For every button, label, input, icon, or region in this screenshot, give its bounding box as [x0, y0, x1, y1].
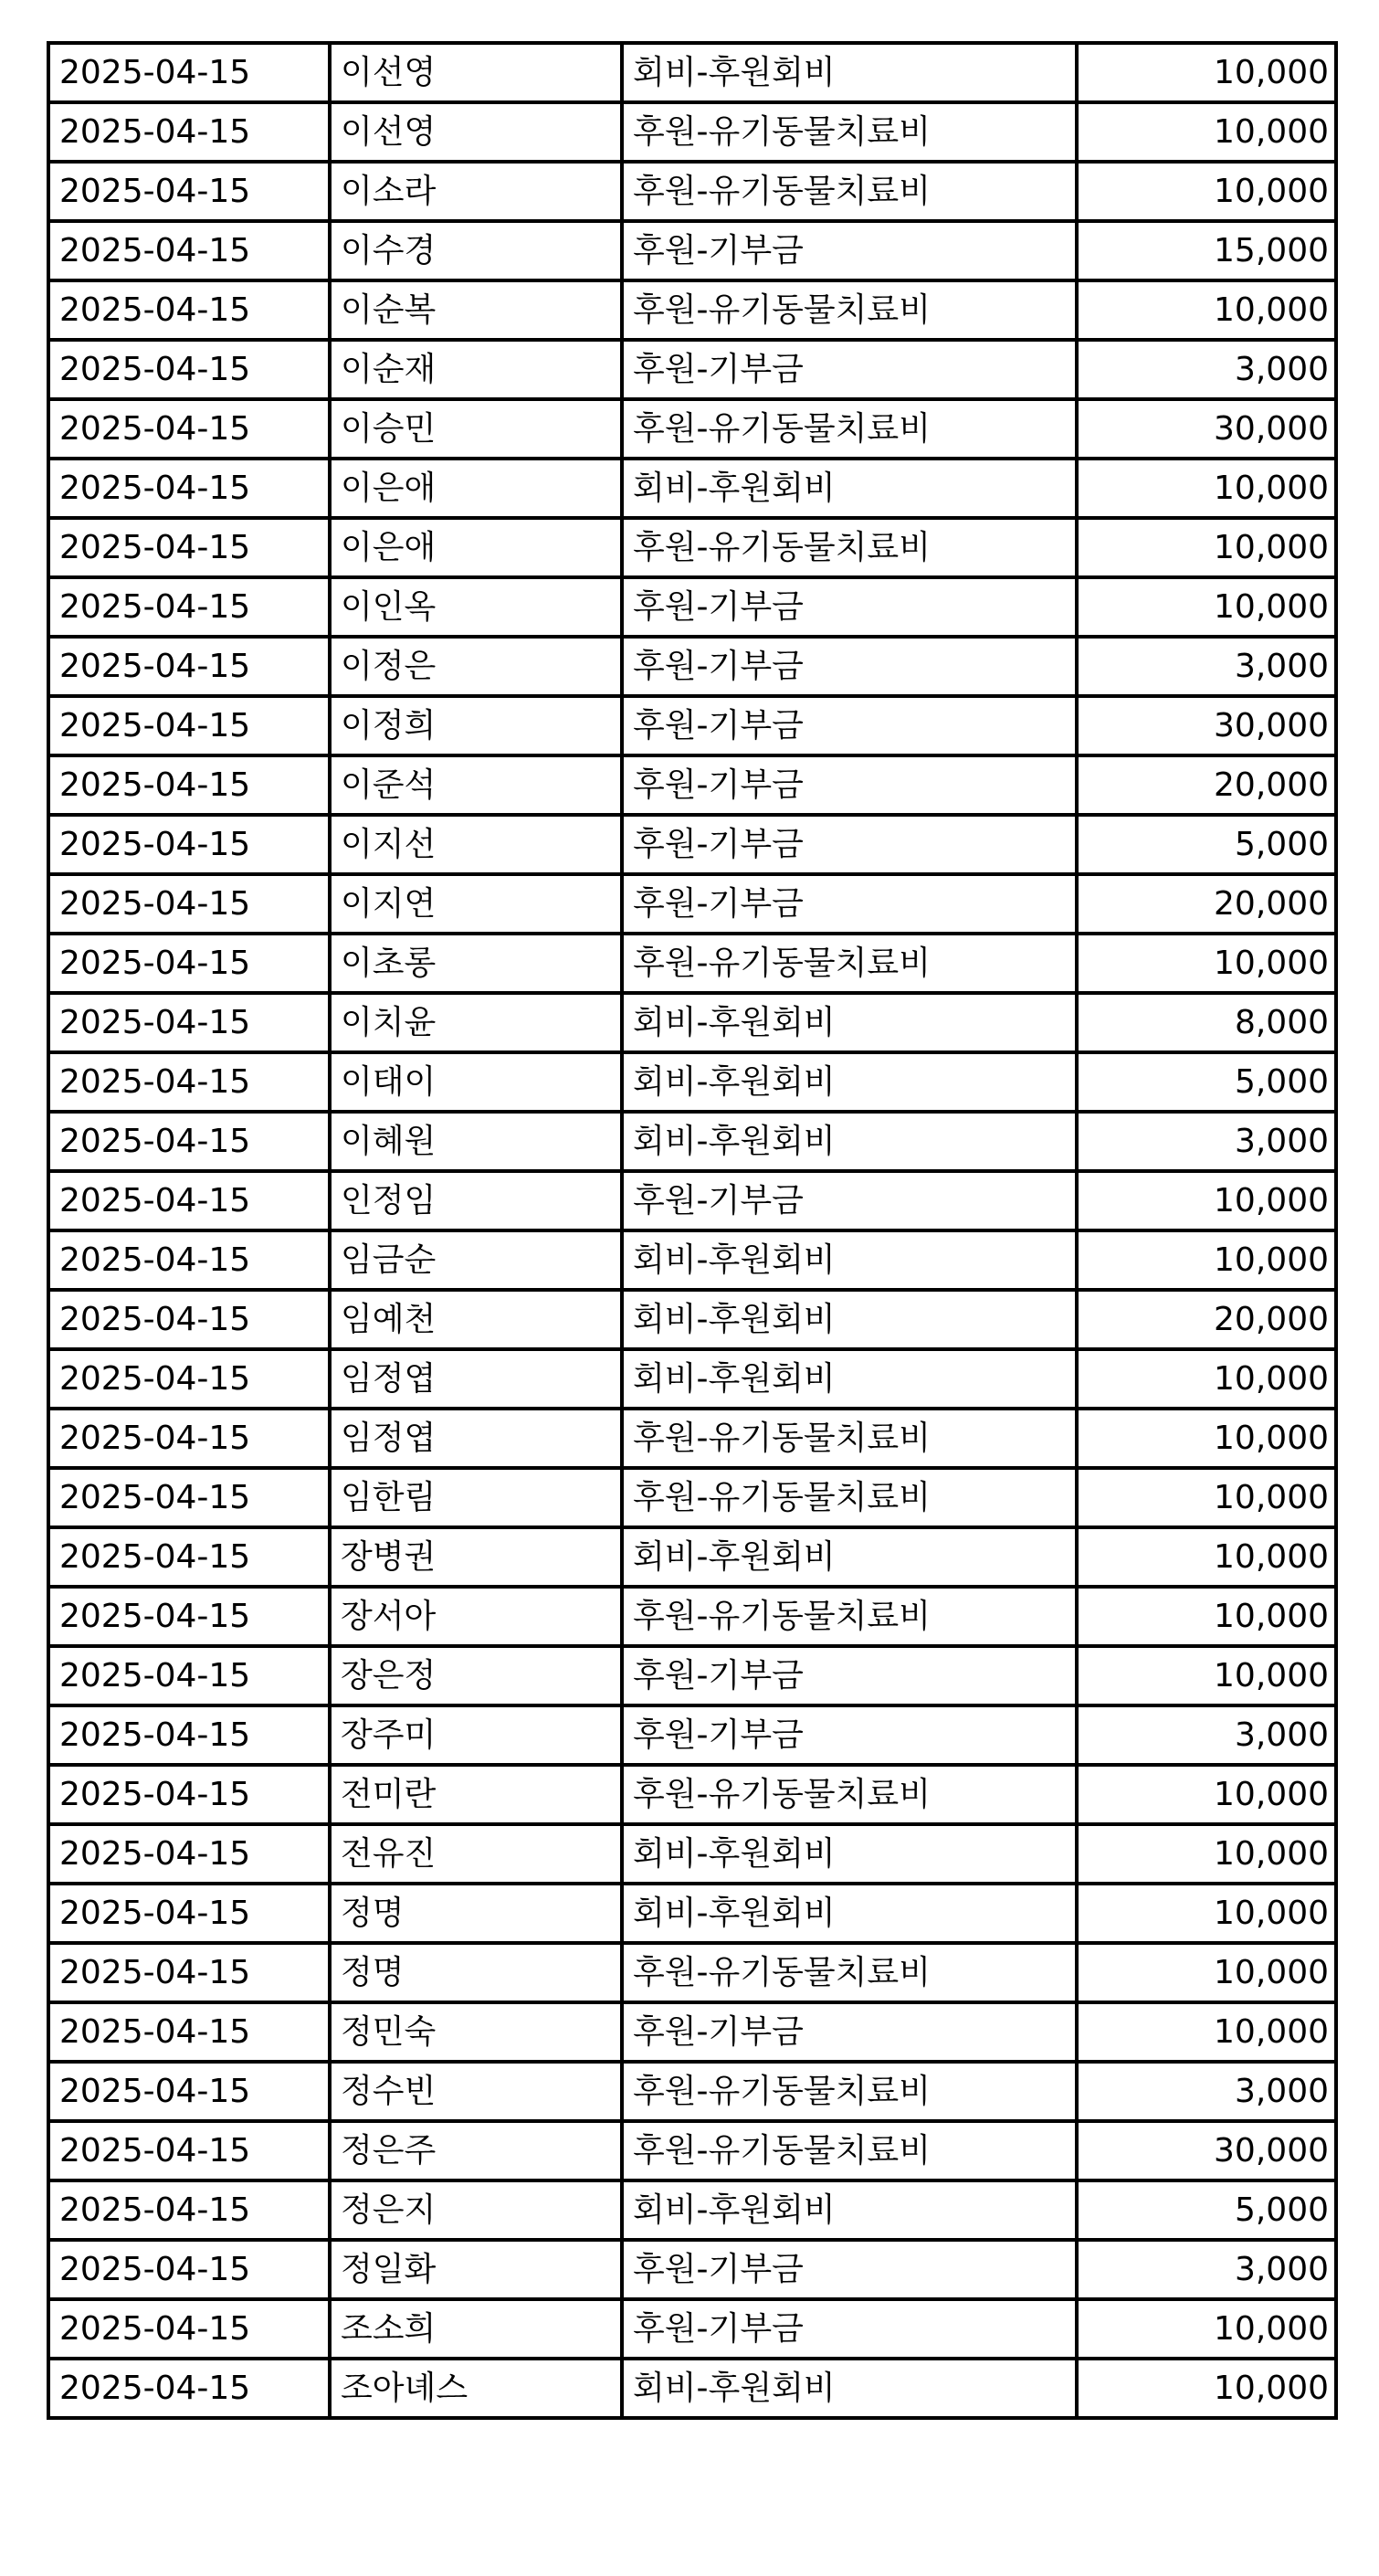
name-cell: 이순복 — [330, 280, 622, 340]
category-cell: 후원-유기동물치료비 — [622, 1409, 1077, 1468]
name-cell: 정명 — [330, 1943, 622, 2002]
date-cell: 2025-04-15 — [48, 755, 330, 815]
name-cell: 임예천 — [330, 1290, 622, 1349]
table-row — [48, 1171, 1336, 1230]
name-cell: 이승민 — [330, 399, 622, 459]
name-cell: 이치윤 — [330, 993, 622, 1052]
donation-ledger-table — [47, 41, 1338, 2420]
date-cell: 2025-04-15 — [48, 162, 330, 221]
table-row — [48, 1705, 1336, 1765]
category-cell: 후원-유기동물치료비 — [622, 2121, 1077, 2180]
category-cell: 후원-기부금 — [622, 2299, 1077, 2359]
amount-cell: 10,000 — [1077, 1824, 1336, 1884]
ledger-body — [48, 43, 1336, 2418]
name-cell: 이지선 — [330, 815, 622, 874]
date-cell: 2025-04-15 — [48, 934, 330, 993]
amount-cell: 20,000 — [1077, 1290, 1336, 1349]
table-row — [48, 2121, 1336, 2180]
date-cell: 2025-04-15 — [48, 518, 330, 577]
date-cell: 2025-04-15 — [48, 1290, 330, 1349]
date-cell: 2025-04-15 — [48, 696, 330, 755]
category-cell: 후원-기부금 — [622, 1646, 1077, 1705]
table-row — [48, 874, 1336, 934]
category-cell: 후원-기부금 — [622, 2240, 1077, 2299]
date-cell: 2025-04-15 — [48, 1052, 330, 1112]
table-row — [48, 1646, 1336, 1705]
amount-cell: 5,000 — [1077, 2180, 1336, 2240]
amount-cell: 20,000 — [1077, 755, 1336, 815]
table-row — [48, 1349, 1336, 1409]
date-cell: 2025-04-15 — [48, 399, 330, 459]
date-cell: 2025-04-15 — [48, 577, 330, 637]
table-row — [48, 1230, 1336, 1290]
date-cell: 2025-04-15 — [48, 340, 330, 399]
table-row — [48, 815, 1336, 874]
table-row — [48, 399, 1336, 459]
amount-cell: 10,000 — [1077, 2002, 1336, 2062]
category-cell: 후원-기부금 — [622, 696, 1077, 755]
category-cell: 회비-후원회비 — [622, 459, 1077, 518]
date-cell: 2025-04-15 — [48, 1527, 330, 1587]
amount-cell: 10,000 — [1077, 43, 1336, 102]
name-cell: 조소희 — [330, 2299, 622, 2359]
name-cell: 장서아 — [330, 1587, 622, 1646]
date-cell: 2025-04-15 — [48, 1705, 330, 1765]
name-cell: 이순재 — [330, 340, 622, 399]
category-cell: 후원-유기동물치료비 — [622, 1587, 1077, 1646]
table-row — [48, 43, 1336, 102]
amount-cell: 30,000 — [1077, 2121, 1336, 2180]
table-row — [48, 340, 1336, 399]
name-cell: 임정엽 — [330, 1349, 622, 1409]
date-cell: 2025-04-15 — [48, 1112, 330, 1171]
table-row — [48, 518, 1336, 577]
table-row — [48, 577, 1336, 637]
category-cell: 후원-기부금 — [622, 755, 1077, 815]
category-cell: 후원-기부금 — [622, 577, 1077, 637]
name-cell: 이초롱 — [330, 934, 622, 993]
amount-cell: 10,000 — [1077, 1765, 1336, 1824]
name-cell: 장주미 — [330, 1705, 622, 1765]
name-cell: 이선영 — [330, 43, 622, 102]
name-cell: 정은지 — [330, 2180, 622, 2240]
category-cell: 회비-후원회비 — [622, 1052, 1077, 1112]
date-cell: 2025-04-15 — [48, 1884, 330, 1943]
table-row — [48, 1290, 1336, 1349]
date-cell: 2025-04-15 — [48, 1468, 330, 1527]
date-cell: 2025-04-15 — [48, 993, 330, 1052]
amount-cell: 20,000 — [1077, 874, 1336, 934]
table-row — [48, 1409, 1336, 1468]
amount-cell: 10,000 — [1077, 577, 1336, 637]
amount-cell: 10,000 — [1077, 1527, 1336, 1587]
category-cell: 후원-기부금 — [622, 874, 1077, 934]
table-row — [48, 1052, 1336, 1112]
name-cell: 이소라 — [330, 162, 622, 221]
category-cell: 회비-후원회비 — [622, 1824, 1077, 1884]
table-row — [48, 2359, 1336, 2418]
date-cell: 2025-04-15 — [48, 1765, 330, 1824]
amount-cell: 3,000 — [1077, 1705, 1336, 1765]
amount-cell: 10,000 — [1077, 934, 1336, 993]
category-cell: 후원-유기동물치료비 — [622, 1468, 1077, 1527]
category-cell: 후원-유기동물치료비 — [622, 1765, 1077, 1824]
amount-cell: 8,000 — [1077, 993, 1336, 1052]
table-row — [48, 1884, 1336, 1943]
amount-cell: 5,000 — [1077, 1052, 1336, 1112]
table-row — [48, 637, 1336, 696]
amount-cell: 10,000 — [1077, 1230, 1336, 1290]
category-cell: 회비-후원회비 — [622, 1349, 1077, 1409]
table-row — [48, 221, 1336, 280]
table-row — [48, 696, 1336, 755]
name-cell: 정명 — [330, 1884, 622, 1943]
date-cell: 2025-04-15 — [48, 637, 330, 696]
category-cell: 후원-유기동물치료비 — [622, 102, 1077, 162]
name-cell: 이선영 — [330, 102, 622, 162]
date-cell: 2025-04-15 — [48, 1349, 330, 1409]
table-row — [48, 1468, 1336, 1527]
name-cell: 임금순 — [330, 1230, 622, 1290]
category-cell: 회비-후원회비 — [622, 993, 1077, 1052]
category-cell: 후원-기부금 — [622, 1171, 1077, 1230]
name-cell: 이준석 — [330, 755, 622, 815]
date-cell: 2025-04-15 — [48, 1409, 330, 1468]
name-cell: 정수빈 — [330, 2062, 622, 2121]
date-cell: 2025-04-15 — [48, 43, 330, 102]
name-cell: 이인옥 — [330, 577, 622, 637]
amount-cell: 30,000 — [1077, 399, 1336, 459]
name-cell: 조아녜스 — [330, 2359, 622, 2418]
amount-cell: 3,000 — [1077, 1112, 1336, 1171]
amount-cell: 10,000 — [1077, 280, 1336, 340]
date-cell: 2025-04-15 — [48, 280, 330, 340]
category-cell: 회비-후원회비 — [622, 2359, 1077, 2418]
amount-cell: 10,000 — [1077, 2299, 1336, 2359]
category-cell: 후원-기부금 — [622, 637, 1077, 696]
table-row — [48, 459, 1336, 518]
amount-cell: 5,000 — [1077, 815, 1336, 874]
date-cell: 2025-04-15 — [48, 102, 330, 162]
table-row — [48, 1824, 1336, 1884]
date-cell: 2025-04-15 — [48, 1646, 330, 1705]
table-row — [48, 1112, 1336, 1171]
category-cell: 후원-기부금 — [622, 221, 1077, 280]
amount-cell: 10,000 — [1077, 518, 1336, 577]
date-cell: 2025-04-15 — [48, 1824, 330, 1884]
name-cell: 장은정 — [330, 1646, 622, 1705]
amount-cell: 10,000 — [1077, 1468, 1336, 1527]
name-cell: 이태이 — [330, 1052, 622, 1112]
table-row — [48, 2002, 1336, 2062]
table-row — [48, 2062, 1336, 2121]
amount-cell: 10,000 — [1077, 102, 1336, 162]
category-cell: 후원-유기동물치료비 — [622, 280, 1077, 340]
amount-cell: 3,000 — [1077, 340, 1336, 399]
category-cell: 후원-기부금 — [622, 815, 1077, 874]
table-row — [48, 280, 1336, 340]
date-cell: 2025-04-15 — [48, 1171, 330, 1230]
name-cell: 인정임 — [330, 1171, 622, 1230]
name-cell: 이수경 — [330, 221, 622, 280]
table-row — [48, 1943, 1336, 2002]
name-cell: 이지연 — [330, 874, 622, 934]
name-cell: 정일화 — [330, 2240, 622, 2299]
amount-cell: 3,000 — [1077, 2240, 1336, 2299]
date-cell: 2025-04-15 — [48, 2062, 330, 2121]
category-cell: 회비-후원회비 — [622, 1527, 1077, 1587]
name-cell: 이정은 — [330, 637, 622, 696]
name-cell: 이혜원 — [330, 1112, 622, 1171]
category-cell: 회비-후원회비 — [622, 43, 1077, 102]
name-cell: 이은애 — [330, 518, 622, 577]
category-cell: 후원-유기동물치료비 — [622, 934, 1077, 993]
name-cell: 전유진 — [330, 1824, 622, 1884]
amount-cell: 10,000 — [1077, 162, 1336, 221]
table-row — [48, 102, 1336, 162]
date-cell: 2025-04-15 — [48, 2121, 330, 2180]
amount-cell: 15,000 — [1077, 221, 1336, 280]
amount-cell: 10,000 — [1077, 1943, 1336, 2002]
category-cell: 회비-후원회비 — [622, 2180, 1077, 2240]
date-cell: 2025-04-15 — [48, 2240, 330, 2299]
table-row — [48, 755, 1336, 815]
date-cell: 2025-04-15 — [48, 2180, 330, 2240]
category-cell: 후원-유기동물치료비 — [622, 1943, 1077, 2002]
amount-cell: 10,000 — [1077, 1884, 1336, 1943]
category-cell: 후원-유기동물치료비 — [622, 162, 1077, 221]
category-cell: 후원-기부금 — [622, 340, 1077, 399]
amount-cell: 30,000 — [1077, 696, 1336, 755]
category-cell: 후원-기부금 — [622, 2002, 1077, 2062]
amount-cell: 10,000 — [1077, 1587, 1336, 1646]
table-row — [48, 993, 1336, 1052]
name-cell: 이정희 — [330, 696, 622, 755]
category-cell: 후원-기부금 — [622, 1705, 1077, 1765]
amount-cell: 10,000 — [1077, 2359, 1336, 2418]
category-cell: 후원-유기동물치료비 — [622, 2062, 1077, 2121]
table-row — [48, 1765, 1336, 1824]
date-cell: 2025-04-15 — [48, 1587, 330, 1646]
name-cell: 임한림 — [330, 1468, 622, 1527]
category-cell: 회비-후원회비 — [622, 1884, 1077, 1943]
date-cell: 2025-04-15 — [48, 459, 330, 518]
name-cell: 이은애 — [330, 459, 622, 518]
name-cell: 장병권 — [330, 1527, 622, 1587]
amount-cell: 10,000 — [1077, 459, 1336, 518]
date-cell: 2025-04-15 — [48, 874, 330, 934]
table-row — [48, 162, 1336, 221]
category-cell: 회비-후원회비 — [622, 1230, 1077, 1290]
amount-cell: 3,000 — [1077, 2062, 1336, 2121]
amount-cell: 10,000 — [1077, 1349, 1336, 1409]
date-cell: 2025-04-15 — [48, 815, 330, 874]
date-cell: 2025-04-15 — [48, 221, 330, 280]
amount-cell: 10,000 — [1077, 1171, 1336, 1230]
date-cell: 2025-04-15 — [48, 2359, 330, 2418]
table-row — [48, 1587, 1336, 1646]
table-row — [48, 2299, 1336, 2359]
amount-cell: 10,000 — [1077, 1646, 1336, 1705]
table-row — [48, 1527, 1336, 1587]
table-row — [48, 2240, 1336, 2299]
category-cell: 회비-후원회비 — [622, 1290, 1077, 1349]
amount-cell: 3,000 — [1077, 637, 1336, 696]
table-row — [48, 934, 1336, 993]
date-cell: 2025-04-15 — [48, 2002, 330, 2062]
table-row — [48, 2180, 1336, 2240]
date-cell: 2025-04-15 — [48, 1943, 330, 2002]
amount-cell: 10,000 — [1077, 1409, 1336, 1468]
name-cell: 정은주 — [330, 2121, 622, 2180]
date-cell: 2025-04-15 — [48, 2299, 330, 2359]
name-cell: 정민숙 — [330, 2002, 622, 2062]
category-cell: 후원-유기동물치료비 — [622, 518, 1077, 577]
name-cell: 임정엽 — [330, 1409, 622, 1468]
category-cell: 후원-유기동물치료비 — [622, 399, 1077, 459]
category-cell: 회비-후원회비 — [622, 1112, 1077, 1171]
name-cell: 전미란 — [330, 1765, 622, 1824]
date-cell: 2025-04-15 — [48, 1230, 330, 1290]
